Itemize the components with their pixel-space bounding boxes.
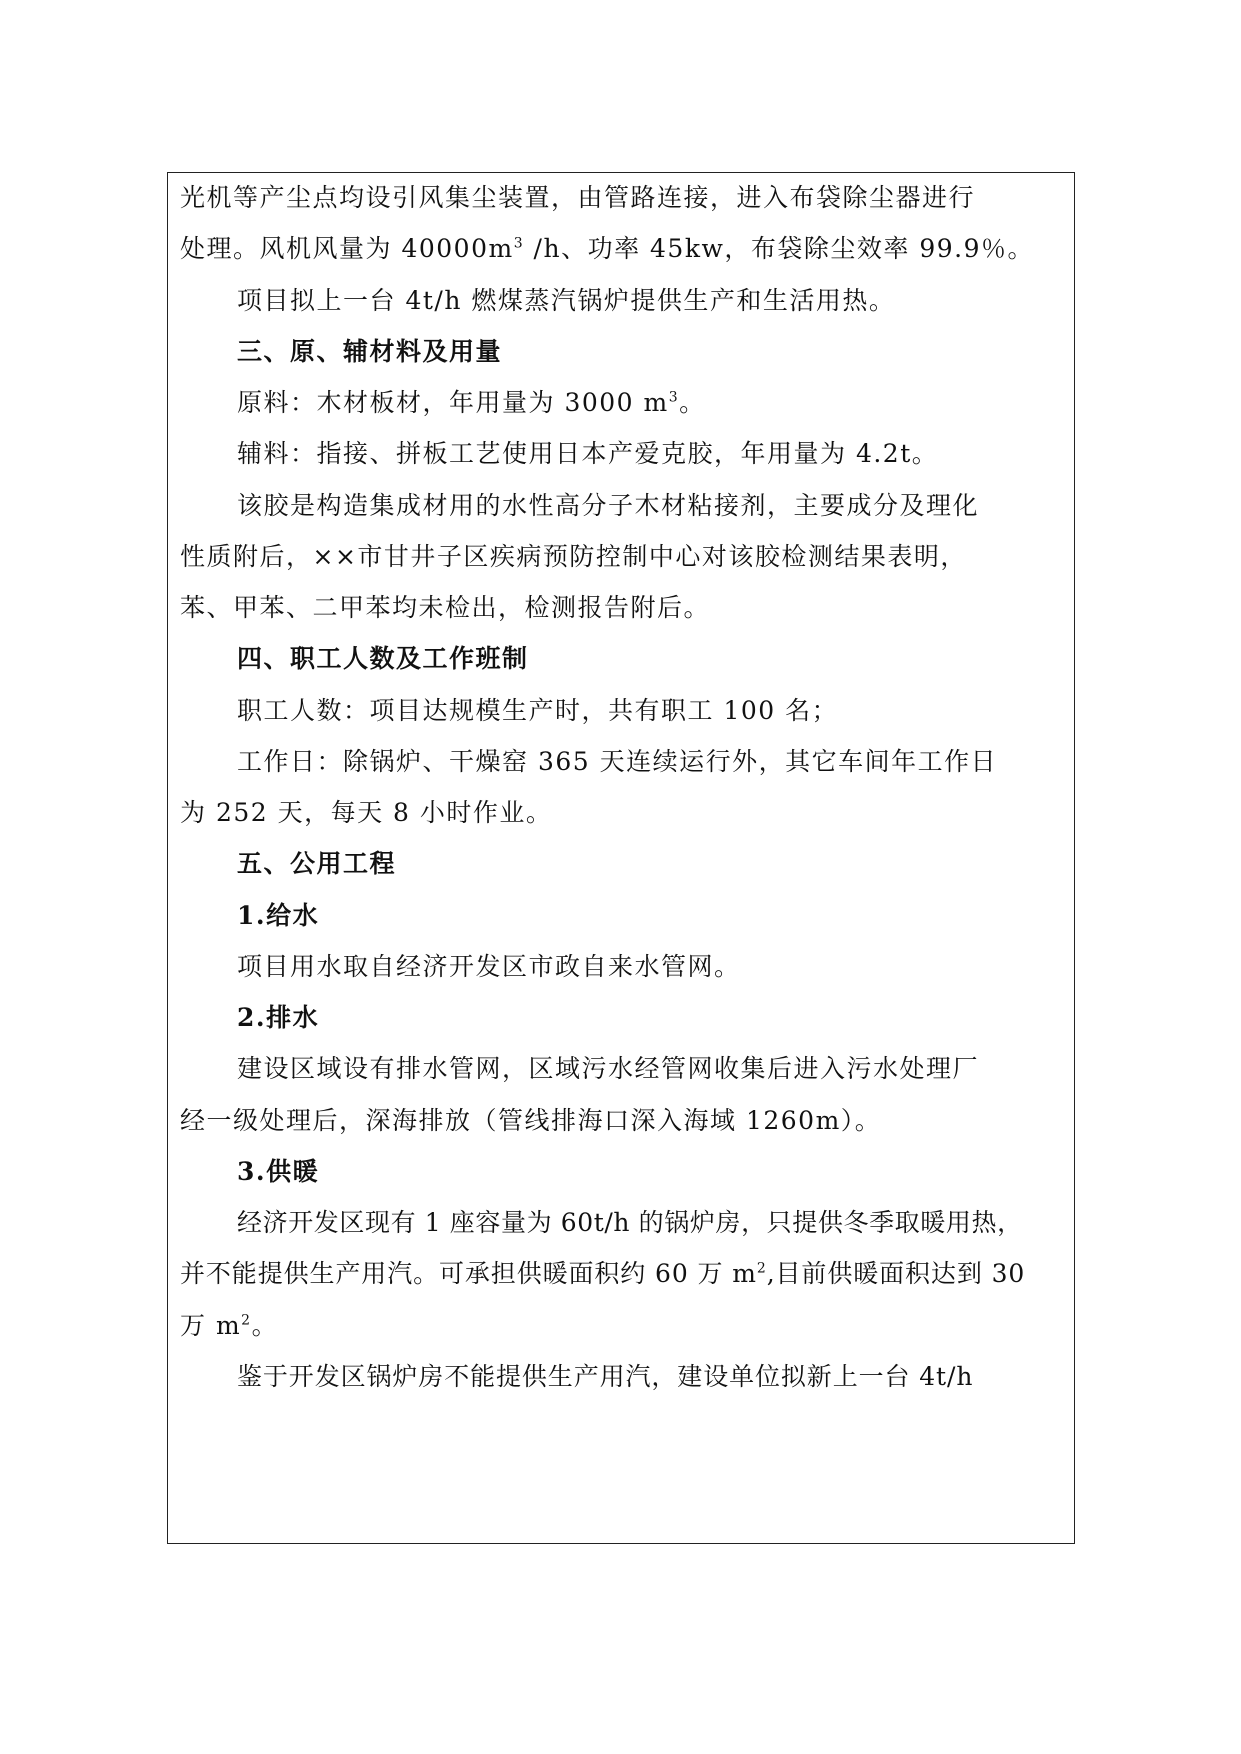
subsection-heading: 2.排水: [237, 1003, 320, 1032]
paragraph-line: 并不能提供生产用汽。可承担供暖面积约 60 万 $m^2$,目前供暖面积达到 30: [180, 1259, 1026, 1288]
section-heading: 五、公用工程: [237, 849, 397, 878]
paragraph-line: 鉴于开发区锅炉房不能提供生产用汽，建设单位拟新上一台 4t/h: [237, 1362, 974, 1391]
subsection-heading: 3.供暖: [237, 1157, 320, 1186]
paragraph-line: 该胶是构造集成材用的水性高分子木材粘接剂，主要成分及理化: [237, 491, 980, 520]
paragraph-line: 光机等产尘点均设引风集尘装置，由管路连接，进入布袋除尘器进行: [180, 183, 976, 212]
subsection-heading: 1.给水: [237, 901, 320, 930]
paragraph-line: 工作日：除锅炉、干燥窑 365 天连续运行外，其它车间年工作日: [237, 747, 998, 776]
paragraph-line: 性质附后，××市甘井子区疾病预防控制中心对该胶检测结果表明，: [180, 542, 967, 571]
section-heading: 四、职工人数及工作班制: [237, 644, 529, 673]
paragraph-line: 职工人数：项目达规模生产时，共有职工 100 名；: [237, 696, 839, 725]
paragraph-line: 辅料：指接、拼板工艺使用日本产爱克胶，年用量为 4.2t。: [237, 439, 939, 468]
paragraph-line: 万 $m^2$。: [180, 1311, 279, 1340]
paragraph-line: 为 252 天，每天 8 小时作业。: [180, 798, 553, 827]
paragraph-line: 处理。风机风量为 $40000m^3$ /h、功率 45kw，布袋除尘效率 99.9％。: [180, 234, 1034, 263]
paragraph-line: 建设区域设有排水管网，区域污水经管网收集后进入污水处理厂: [237, 1054, 980, 1083]
paragraph-line: 项目用水取自经济开发区市政自来水管网。: [237, 952, 741, 981]
paragraph-line: 经济开发区现有 1 座容量为 60t/h 的锅炉房，只提供冬季取暖用热，: [237, 1208, 1023, 1237]
paragraph-line: 经一级处理后，深海排放（管线排海口深入海域 1260m）。: [180, 1106, 882, 1135]
paragraph-line: 项目拟上一台 4t/h 燃煤蒸汽锅炉提供生产和生活用热。: [237, 286, 896, 315]
paragraph-line: 原料：木材板材，年用量为 3000 $m^3$。: [237, 388, 706, 417]
section-heading: 三、原、辅材料及用量: [237, 337, 503, 366]
paragraph-line: 苯、甲苯、二甲苯均未检出，检测报告附后。: [180, 593, 711, 622]
